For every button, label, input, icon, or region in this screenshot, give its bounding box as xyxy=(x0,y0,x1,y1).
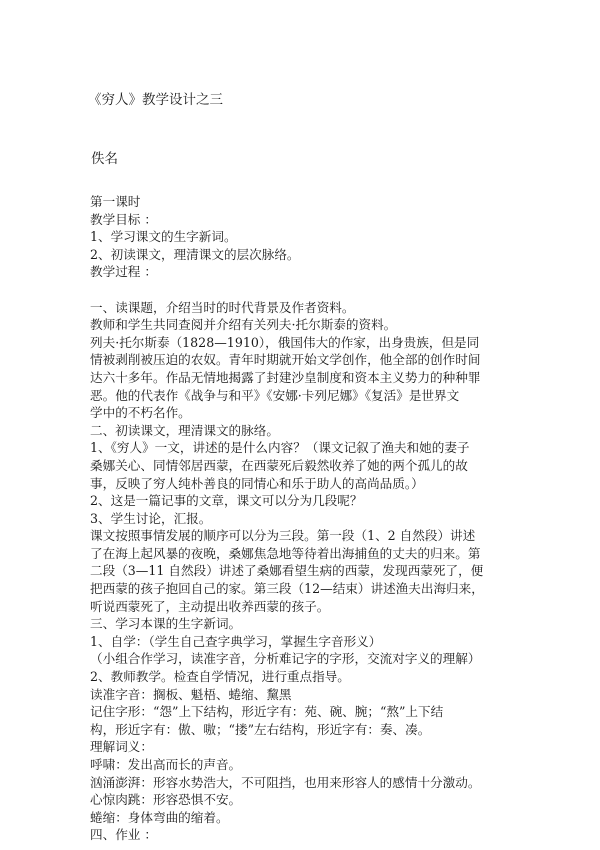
text-line: 情被剥削被压迫的农奴。青年时期就开始文学创作，他全部的创作时间 xyxy=(90,352,481,368)
text-line: 学中的不朽名作。 xyxy=(90,405,191,421)
text-line: 2、初读课文，理清课文的层次脉络。 xyxy=(90,246,300,262)
text-line: 3、学生讨论，汇报。 xyxy=(90,510,212,526)
text-line: 1、《穷人》一文，讲述的是什么内容？（课文记叙了渔夫和她的妻子 xyxy=(90,440,470,456)
text-line: 2、这是一篇记事的文章，课文可以分为几段呢？ xyxy=(90,493,363,509)
text-line: 恶。他的代表作《战争与和平》《安娜·卡列尼娜》《复活》是世界文 xyxy=(90,387,460,403)
text-line: 记住字形：“怨”上下结构，形近字有：苑、碗、腕；“熬”上下结 xyxy=(90,704,444,720)
text-line: 达六十多年。作品无情地揭露了封建沙皇制度和资本主义势力的种种罪 xyxy=(90,369,481,385)
text-line: 心惊肉跳：形容恐惧不安。 xyxy=(90,792,242,808)
text-line: 事，反映了穷人纯朴善良的同情心和乐于助人的高尚品质。） xyxy=(90,475,424,491)
text-line: 桑娜关心、同情邻居西蒙，在西蒙死后毅然收养了她的两个孤儿的故 xyxy=(90,457,468,473)
document-body xyxy=(90,193,526,844)
text-line: 二、初读课文，理清课文的脉络。 xyxy=(90,422,279,438)
text-line: 第一课时 xyxy=(90,194,141,209)
text-line: 教学目标 ： xyxy=(90,211,157,227)
text-line: 四、作业 ： xyxy=(90,827,157,843)
blank-line xyxy=(90,281,526,299)
text-line: 蜷缩：身体弯曲的缩着。 xyxy=(90,809,229,825)
document-title: 《穷人》教学设计之三 xyxy=(88,92,223,108)
text-line: 听说西蒙死了，主动提出收养西蒙的孩子。 xyxy=(90,598,330,614)
text-line: 二段（3—11 自然段）讲述了桑娜看望生病的西蒙，发现西蒙死了，便 xyxy=(90,563,484,579)
text-line: 1、学习课文的生字新词。 xyxy=(90,229,237,245)
text-line: 把西蒙的孩子抱回自己的家。第三段（12—结束）讲述渔夫出海归来， xyxy=(90,581,484,597)
text-line: 三、学习本课的生字新词。 xyxy=(90,616,242,632)
text-line: 汹涌澎湃：形容水势浩大，不可阻挡，也用来形容人的感情十分激动。 xyxy=(90,774,481,790)
text-line: 一、读课题，介绍当时的时代背景及作者资料。 xyxy=(90,299,355,315)
text-line: 理解词义： xyxy=(90,739,153,755)
text-line: 课文按照事情发展的顺序可以分为三段。第一段（1、2 自然段）讲述 xyxy=(90,528,476,544)
text-line: 呼啸：发出高而长的声音。 xyxy=(90,757,242,772)
text-line: 读准字音：搁板、魁梧、蜷缩、黧黑 xyxy=(90,686,292,702)
text-line: 2、教师教学。检查自学情况，进行重点指导。 xyxy=(90,669,350,685)
text-line: 了在海上起风暴的夜晚，桑娜焦急地等待着出海捕鱼的丈夫的归来。第 xyxy=(90,545,481,561)
text-line: 教师和学生共同查阅并介绍有关列夫·托尔斯泰的资料。 xyxy=(90,317,397,333)
text-line: （小组合作学习，读准字音，分析难记字的字形，交流对字义的理解） xyxy=(90,651,481,667)
text-line: 教学过程 ： xyxy=(90,264,157,280)
text-line: 1、自学：（学生自己查字典学习，掌握生字音形义） xyxy=(90,633,382,649)
text-line: 列夫·托尔斯泰（1828—1910），俄国伟大的作家，出身贵族，但是同 xyxy=(90,334,480,350)
document-author: 佚名 xyxy=(91,151,118,167)
text-line: 构，形近字有：傲、嗷；“搂”左右结构，形近字有：奏、凑。 xyxy=(90,721,431,737)
